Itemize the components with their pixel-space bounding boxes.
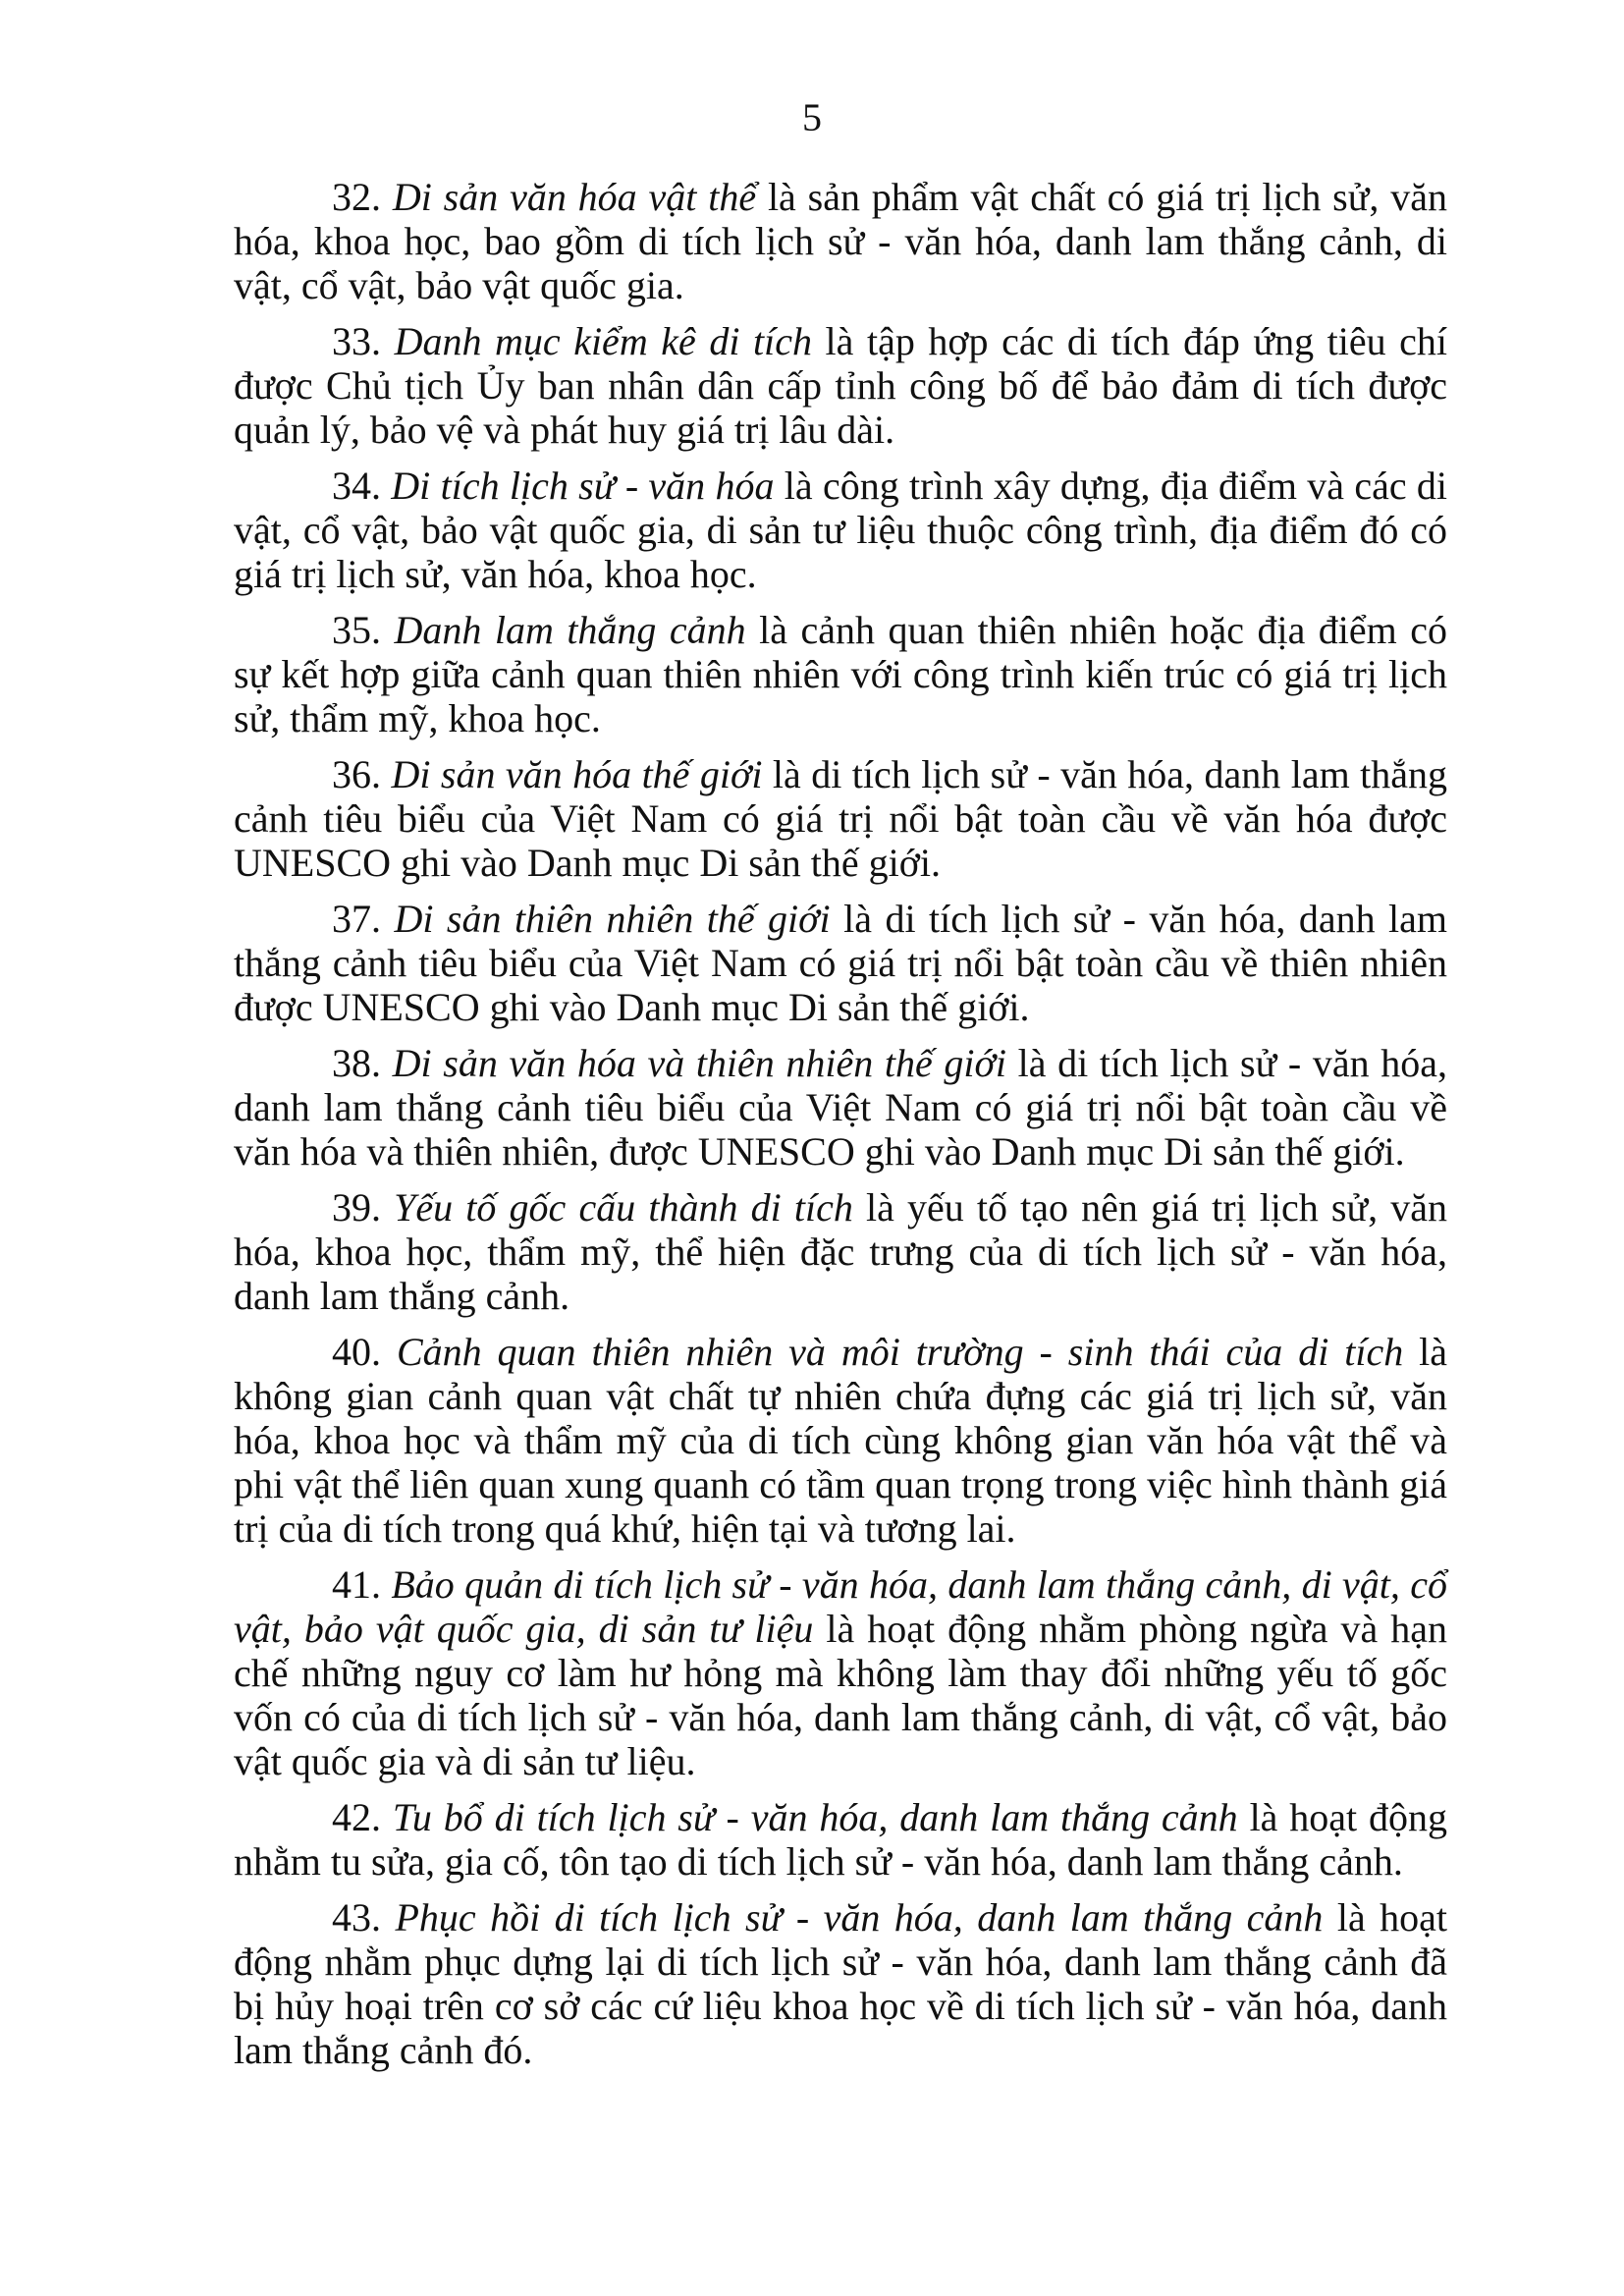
definition-term: Phục hồi di tích lịch sử - văn hóa, danh lam thắng cảnh (395, 1895, 1324, 1940)
definition-number: 37. (332, 897, 381, 941)
definition-paragraph (234, 175, 1447, 307)
definition-text: là công trình xây dựng, địa điểm và các di vật, cổ vật, bảo vật quốc gia, di sản tư liệu thuộc công trình, địa điểm đó có giá trị lịch sử, văn hóa, khoa học. (234, 464, 1448, 596)
definition-number: 38. (332, 1041, 381, 1085)
definition-term: Yếu tố gốc cấu thành di tích (394, 1185, 853, 1230)
definition-text: là cảnh quan thiên nhiên hoặc địa điểm có sự kết hợp giữa cảnh quan thiên nhiên với công trình kiến trúc có giá trị lịch sử, thẩm mỹ, khoa học. (234, 608, 1448, 740)
definition-term: Danh mục kiểm kê di tích (394, 319, 812, 363)
definition-text: là sản phẩm vật chất có giá trị lịch sử, văn hóa, khoa học, bao gồm di tích lịch sử - văn hóa, danh lam thắng cảnh, di vật, cổ vật, bảo vật quốc gia. (234, 175, 1448, 307)
definition-text: là di tích lịch sử - văn hóa, danh lam thắng cảnh tiêu biểu của Việt Nam có giá trị nổi bật toàn cầu về văn hóa và thiên nhiên, được UNESCO ghi vào Danh mục Di sản thế giới. (234, 1041, 1447, 1174)
definition-number: 35. (332, 608, 381, 652)
page-number: 5 (802, 95, 822, 139)
definition-term: Di sản văn hóa vật thể (392, 175, 757, 219)
definition-term: Tu bổ di tích lịch sử - văn hóa, danh lam thắng cảnh (392, 1795, 1238, 1839)
definition-text: là không gian cảnh quan vật chất tự nhiên chứa đựng các giá trị lịch sử, văn hóa, khoa học và thẩm mỹ của di tích cùng không gian văn hóa vật thể và phi vật thể liên quan xung quanh có tầm quan trọng trong việc hình thành giá trị của di tích trong quá khứ, hiện tại và tương lai. (234, 1330, 1448, 1551)
definition-term: Cảnh quan thiên nhiên và môi trường - sinh thái của di tích (396, 1330, 1404, 1374)
definition-term: Bảo quản di tích lịch sử - văn hóa, danh lam thắng cảnh, di vật, cổ vật, bảo vật quốc gia, di sản tư liệu (234, 1562, 1447, 1651)
definition-paragraph (234, 1185, 1447, 1318)
document-body (234, 175, 1447, 2084)
definition-text: là hoạt động nhằm tu sửa, gia cố, tôn tạo di tích lịch sử - văn hóa, danh lam thắng cảnh. (234, 1795, 1448, 1884)
definition-paragraph (234, 464, 1447, 596)
definition-text: là yếu tố tạo nên giá trị lịch sử, văn hóa, khoa học, thẩm mỹ, thể hiện đặc trưng của di tích lịch sử - văn hóa, danh lam thắng cảnh. (234, 1185, 1448, 1318)
definition-text: là tập hợp các di tích đáp ứng tiêu chí được Chủ tịch Ủy ban nhân dân cấp tỉnh công bố để bảo đảm di tích được quản lý, bảo vệ và phát huy giá trị lâu dài. (234, 319, 1448, 452)
definition-text: là hoạt động nhằm phục dựng lại di tích lịch sử - văn hóa, danh lam thắng cảnh đã bị hủy hoại trên cơ sở các cứ liệu khoa học về di tích lịch sử - văn hóa, danh lam thắng cảnh đó. (234, 1895, 1447, 2072)
definition-term: Di tích lịch sử - văn hóa (391, 464, 775, 508)
definition-paragraph (234, 1330, 1447, 1551)
definition-number: 34. (332, 464, 381, 508)
definition-number: 41. (332, 1562, 381, 1607)
definition-number: 32. (332, 175, 381, 219)
definition-term: Di sản văn hóa thế giới (391, 752, 763, 796)
definition-number: 40. (332, 1330, 381, 1374)
definition-text: là di tích lịch sử - văn hóa, danh lam thắng cảnh tiêu biểu của Việt Nam có giá trị nổi bật toàn cầu về văn hóa được UNESCO ghi vào Danh mục Di sản thế giới. (234, 752, 1447, 885)
definition-term: Di sản thiên nhiên thế giới (394, 897, 831, 941)
definition-paragraph (234, 1795, 1447, 1884)
definition-term: Danh lam thắng cảnh (394, 608, 746, 652)
definition-paragraph (234, 752, 1447, 885)
definition-number: 36. (332, 752, 381, 796)
definition-paragraph (234, 897, 1447, 1029)
definition-paragraph (234, 319, 1447, 452)
definition-term: Di sản văn hóa và thiên nhiên thế giới (392, 1041, 1006, 1085)
definition-paragraph (234, 1562, 1447, 1783)
definition-number: 42. (332, 1795, 381, 1839)
definition-text: là hoạt động nhằm phòng ngừa và hạn chế những nguy cơ làm hư hỏng mà không làm thay đổi những yếu tố gốc vốn có của di tích lịch sử - văn hóa, danh lam thắng cảnh, di vật, cổ vật, bảo vật quốc gia và di sản tư liệu. (234, 1607, 1447, 1783)
definition-number: 33. (332, 319, 381, 363)
definition-number: 39. (332, 1185, 381, 1230)
definition-number: 43. (332, 1895, 381, 1940)
definition-text: là di tích lịch sử - văn hóa, danh lam thắng cảnh tiêu biểu của Việt Nam có giá trị nổi bật toàn cầu về thiên nhiên được UNESCO ghi vào Danh mục Di sản thế giới. (234, 897, 1448, 1029)
definition-paragraph (234, 608, 1447, 740)
definition-paragraph (234, 1041, 1447, 1174)
definition-paragraph (234, 1895, 1447, 2072)
